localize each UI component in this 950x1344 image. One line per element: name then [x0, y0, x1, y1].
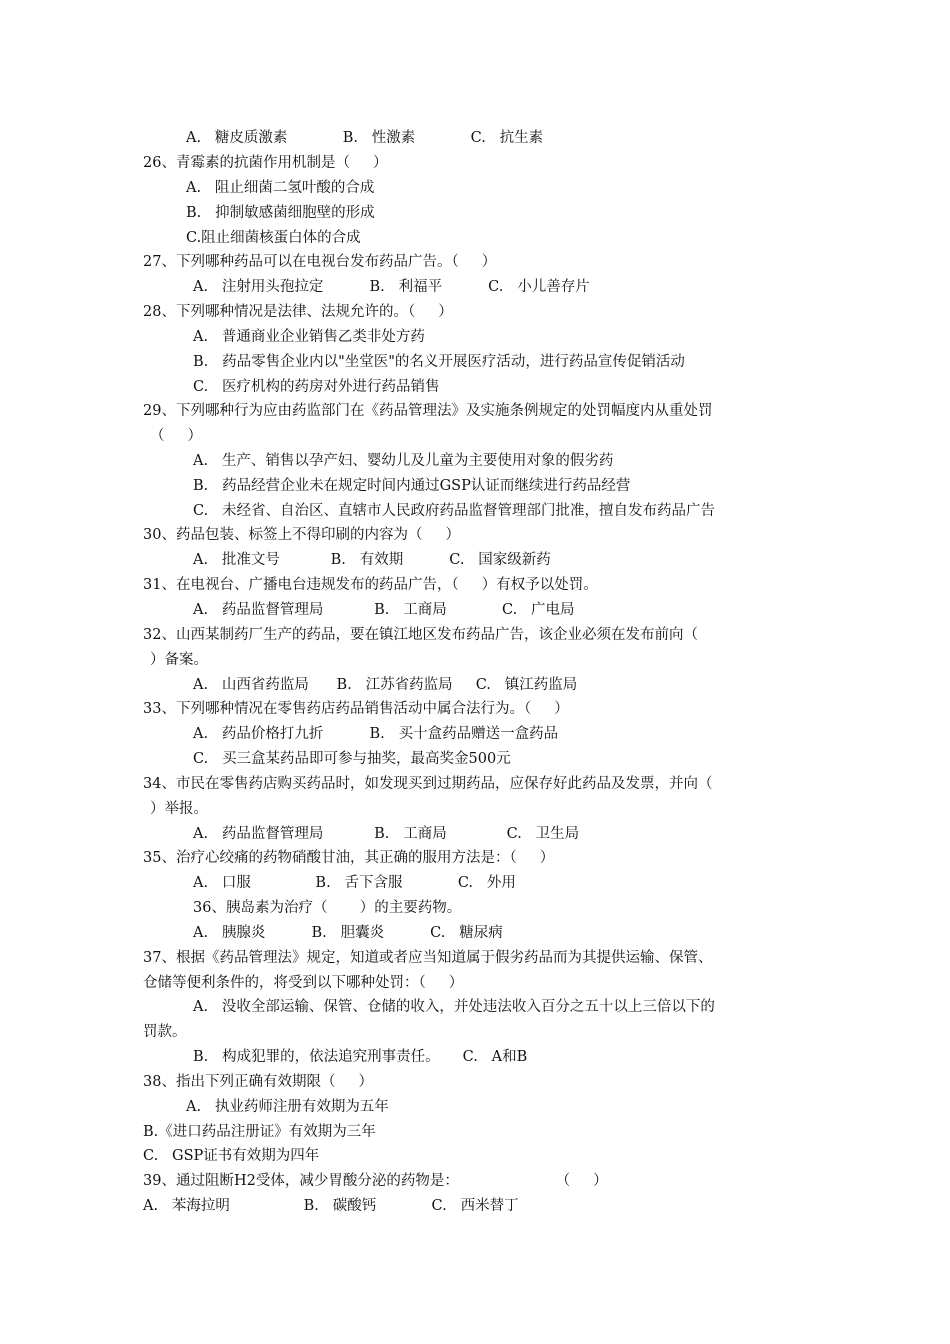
q38-option-b: B.《进口药品注册证》有效期为三年 [143, 1124, 376, 1140]
q29-question-cont: （ ） [150, 428, 203, 444]
q28-option-a: A. 普通商业企业销售乙类非处方药 [193, 329, 425, 345]
q34-question: 34、市民在零售药店购买药品时，如发现买到过期药品，应保存好此药品及发票，并向（ [143, 776, 713, 792]
q30-options: A. 批准文号 B. 有效期 C. 国家级新药 [193, 552, 551, 568]
q31-options: A. 药品监督管理局 B. 工商局 C. 广电局 [193, 602, 575, 618]
q30-question: 30、药品包装、标签上不得印刷的内容为（ ） [143, 527, 460, 543]
q38-option-a: A. 执业药师注册有效期为五年 [186, 1099, 389, 1115]
q37-option-a-cont: 罚款。 [143, 1024, 187, 1040]
q34-question-cont: ）举报。 [150, 801, 208, 817]
q39-options: A. 苯海拉明 B. 碳酸钙 C. 西米替丁 [143, 1198, 519, 1214]
q28-option-b: B. 药品零售企业内以"坐堂医"的名义开展医疗活动，进行药品宣传促销活动 [193, 354, 685, 370]
q35-options: A. 口服 B. 舌下含服 C. 外用 [193, 875, 516, 891]
q38-option-c: C. GSP证书有效期为四年 [143, 1148, 320, 1164]
q37-option-bc: B. 构成犯罪的，依法追究刑事责任。 C. A和B [193, 1049, 528, 1065]
q32-options: A. 山西省药监局 B. 江苏省药监局 C. 镇江药监局 [193, 677, 578, 693]
q31-question: 31、在电视台、广播电台违规发布的药品广告，（ ）有权予以处罚。 [143, 577, 598, 593]
q26-option-a: A. 阻止细菌二氢叶酸的合成 [186, 180, 375, 196]
q29-option-c: C. 未经省、自治区、直辖市人民政府药品监督管理部门批准，擅自发布药品广告 [193, 503, 716, 519]
q25-options: A. 糖皮质激素 B. 性激素 C. 抗生素 [186, 130, 544, 146]
q35-question: 35、治疗心绞痛的药物硝酸甘油，其正确的服用方法是：（ ） [143, 850, 555, 866]
q32-question-cont: ）备案。 [150, 652, 208, 668]
q38-question: 38、指出下列正确有效期限（ ） [143, 1074, 373, 1090]
q37-question-cont: 仓储等便利条件的，将受到以下哪种处罚：（ ） [143, 975, 464, 991]
q32-question: 32、山西某制药厂生产的药品，要在镇江地区发布药品广告，该企业必须在发布前向（ [143, 627, 698, 643]
q29-option-b: B. 药品经营企业未在规定时间内通过GSP认证而继续进行药品经营 [193, 478, 631, 494]
q37-question: 37、根据《药品管理法》规定，知道或者应当知道属于假劣药品而为其提供运输、保管、 [143, 950, 713, 966]
q33-option-ab: A. 药品价格打九折 B. 买十盒药品赠送一盒药品 [193, 726, 559, 742]
q36-options: A. 胰腺炎 B. 胆囊炎 C. 糖尿病 [193, 925, 503, 941]
q29-option-a: A. 生产、销售以孕产妇、婴幼儿及儿童为主要使用对象的假劣药 [193, 453, 614, 469]
q28-option-c: C. 医疗机构的药房对外进行药品销售 [193, 379, 440, 395]
q34-options: A. 药品监督管理局 B. 工商局 C. 卫生局 [193, 826, 580, 842]
q26-option-c: C.阻止细菌核蛋白体的合成 [186, 230, 361, 246]
q26-option-b: B. 抑制敏感菌细胞壁的形成 [186, 205, 375, 221]
q36-question: 36、胰岛素为治疗（ ）的主要药物。 [193, 900, 462, 916]
q33-option-c: C. 买三盒某药品即可参与抽奖，最高奖金500元 [193, 751, 511, 767]
q37-option-a: A. 没收全部运输、保管、仓储的收入，并处违法收入百分之五十以上三倍以下的 [193, 999, 715, 1015]
q39-question: 39、通过阻断H2受体，减少胃酸分泌的药物是： （ ） [143, 1173, 608, 1189]
q27-question: 27、下列哪种药品可以在电视台发布药品广告。（ ） [143, 254, 497, 270]
q27-options: A. 注射用头孢拉定 B. 利福平 C. 小儿善存片 [193, 279, 590, 295]
q28-question: 28、下列哪种情况是法律、法规允许的。（ ） [143, 304, 453, 320]
q26-question: 26、青霉素的抗菌作用机制是（ ） [143, 155, 388, 171]
q33-question: 33、下列哪种情况在零售药店药品销售活动中属合法行为。（ ） [143, 701, 569, 717]
q29-question: 29、下列哪种行为应由药监部门在《药品管理法》及实施条例规定的处罚幅度内从重处罚 [143, 403, 713, 419]
